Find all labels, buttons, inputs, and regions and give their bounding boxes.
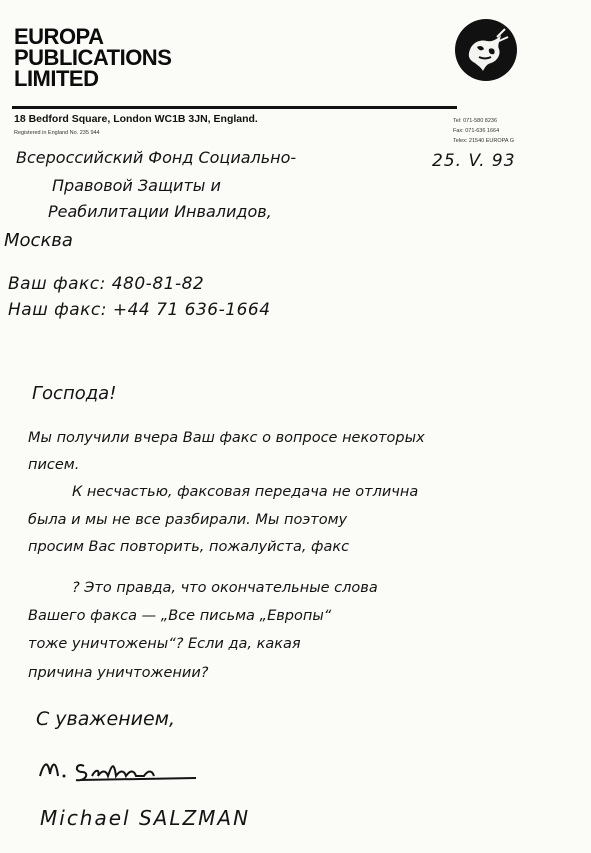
telephone-number: Tel: 071-580 8236 [453, 118, 498, 124]
company-name-line-2: PUBLICATIONS [14, 45, 172, 70]
telex-number: Telex: 21540 EUROPA G [453, 138, 515, 144]
fax-number: Fax: 071-636 1664 [453, 128, 500, 134]
company-name-line-1: EUROPA [14, 24, 104, 49]
recipient-line-2: Правовой Защиты и [52, 176, 221, 195]
body-line: Вашего факса — „Все письма „Европы“ [28, 608, 332, 624]
body-line: была и мы не все разбирали. Мы поэтому [28, 512, 348, 528]
signer-name: Michael SALZMAN [40, 806, 251, 830]
recipient-line-3: Реабилитации Инвалидов, [48, 202, 272, 221]
recipient-fax: Ваш факс: 480-81-82 [8, 274, 205, 294]
letterhead-divider [12, 106, 457, 109]
company-name [14, 26, 171, 89]
body-line: писем. [28, 457, 80, 473]
body-line: ? Это правда, что окончательные слова [72, 580, 378, 596]
letter-date: 25. V. 93 [432, 151, 516, 171]
company-name-line-3: LIMITED [14, 66, 99, 91]
company-address: 18 Bedford Square, London WC1B 3JN, England. [14, 113, 258, 125]
body-line: К несчастью, факсовая передача не отлична [72, 484, 419, 500]
recipient-city: Москва [4, 230, 73, 251]
recipient-line-1: Всероссийский Фонд Социально- [16, 148, 297, 167]
registration-number: Registered in England No. 235 944 [14, 130, 100, 136]
contact-block [453, 116, 514, 146]
sender-fax: Наш факс: +44 71 636-1664 [8, 300, 271, 320]
body-line: Мы получили вчера Ваш факс о вопросе некоторых [28, 430, 425, 446]
salutation: Господа! [32, 383, 117, 404]
bull-emblem-icon [453, 17, 519, 83]
handwritten-signature [36, 752, 206, 784]
body-line: причина уничтожении? [28, 665, 209, 681]
body-line: просим Вас повторить, пожалуйста, факс [28, 539, 350, 555]
closing: С уважением, [36, 708, 176, 730]
body-line: тоже уничтожены“? Если да, какая [28, 636, 301, 652]
